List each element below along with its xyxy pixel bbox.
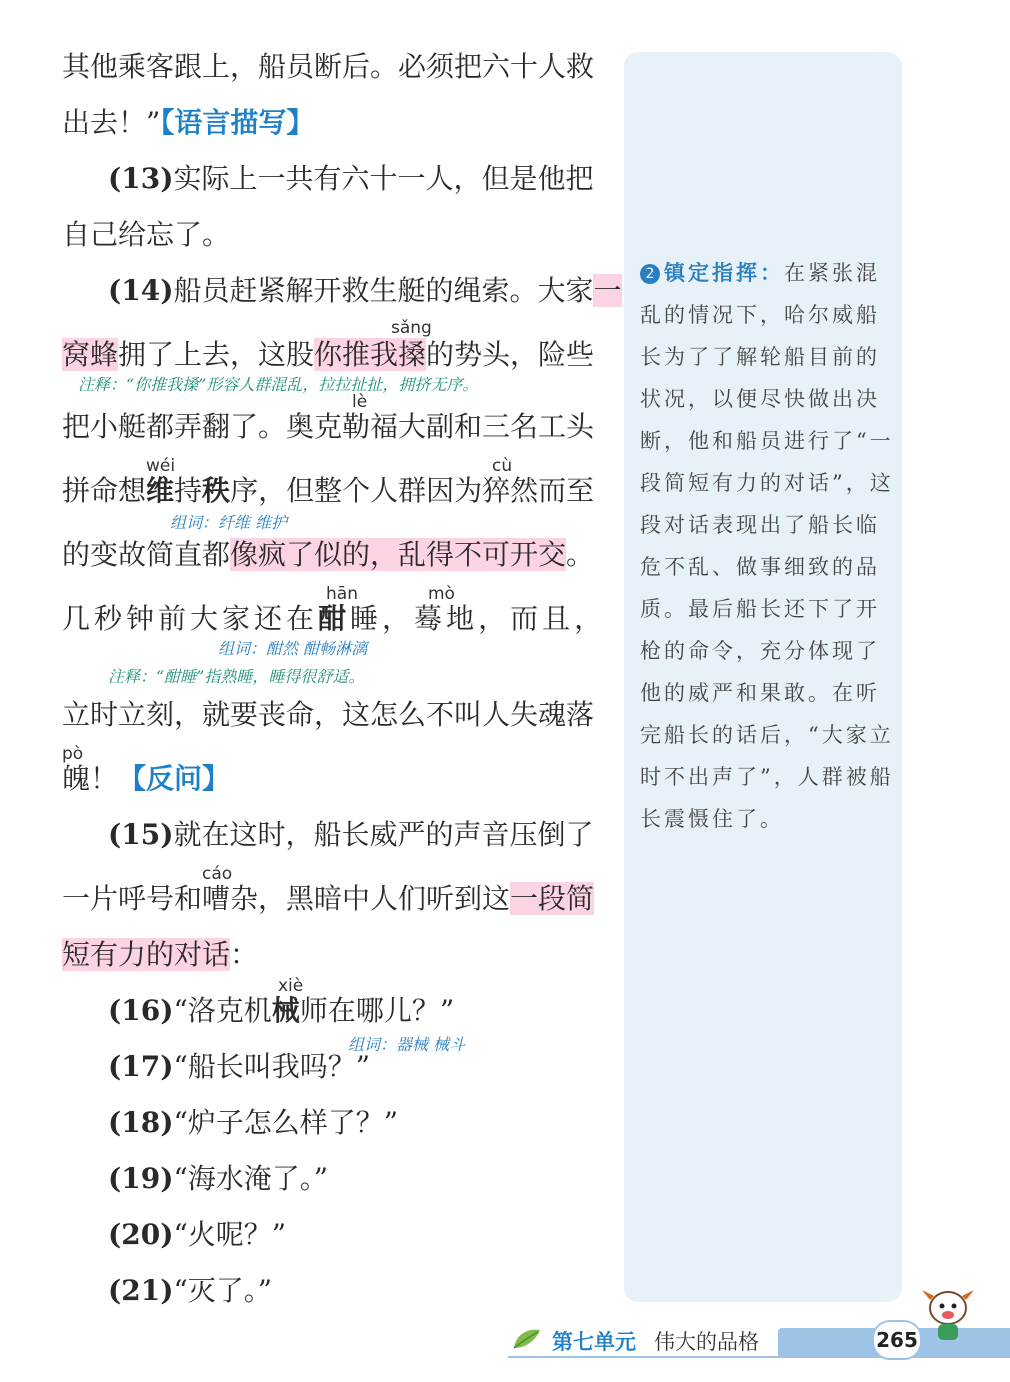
- text-line: 几秒钟前大家还在酣睡，蓦地，而且，: [62, 602, 607, 635]
- mascot-icon: [918, 1282, 978, 1344]
- pinyin-le: lè: [352, 392, 368, 412]
- text-line: 其他乘客跟上，船员断后。必须把六十人救: [62, 50, 595, 83]
- pinyin-cu: cù: [492, 456, 513, 476]
- dialogue-line-21: (21)“灭了。”: [108, 1274, 273, 1307]
- pinyin-po: pò: [62, 744, 84, 764]
- sidebar-annotation: [640, 252, 896, 840]
- text-line: 的变故简直都像疯了似的，乱得不可开交。: [62, 538, 595, 571]
- word-formation-note: 组词：酣然 酣畅淋漓: [218, 639, 368, 658]
- annotation-tag-language: 【语言描写】: [160, 106, 315, 139]
- annotation-title: 镇定指挥：: [664, 260, 784, 285]
- pinyin-mo: mò: [428, 584, 455, 604]
- annotation-note: 注释：“酣睡”指熟睡，睡得很舒适。: [108, 667, 365, 686]
- unit-title: 伟大的品格: [654, 1330, 759, 1354]
- highlight-phrase: 你推我搡: [314, 338, 427, 371]
- text-line: 短有力的对话：: [62, 938, 259, 971]
- text-line: 一片呼号和嘈杂，黑暗中人们听到这一段简: [62, 882, 595, 915]
- annotation-number-badge: 2: [640, 264, 660, 284]
- word-formation-note: 组词：纤维 维护: [170, 513, 288, 532]
- text-line: 拼命想维持秩序，但整个人群因为猝然而至: [62, 474, 595, 507]
- highlight-phrase: 像疯了似的，乱得不可开交: [230, 538, 567, 571]
- text-line: 自己给忘了。: [62, 218, 231, 251]
- dialogue-line-20: (20)“火呢？”: [108, 1218, 287, 1251]
- dialogue-line-17: (17)“船长叫我吗？”: [108, 1050, 371, 1083]
- paragraph-14: (14)船员赶紧解开救生艇的绳索。大家一: [108, 274, 622, 307]
- footer-rule: [508, 1356, 1010, 1358]
- word-formation-note: 组词：器械 械斗: [348, 1035, 466, 1054]
- text-line: 魄！【反问】: [62, 762, 231, 795]
- paragraph-13: (13)实际上一共有六十一人，但是他把: [108, 162, 594, 195]
- annotation-note: 注释：“你推我搡”形容人群混乱，拉拉扯扯，拥挤无序。: [78, 375, 479, 394]
- annotation-body: 在紧张混乱的情况下，哈尔威船长为了了解轮船目前的状况，以便尽快做出决断，他和船员进行了“一段简短有力的对话”，这段对话表现出了船长临危不乱、做事细致的品质。最后船长还下了开枪的命令，充分体现了他的威严和果敢。在听完船长的话后，“大家立时不出声了”，人群被船长震慑住了。: [640, 261, 894, 831]
- pinyin-han: hān: [326, 584, 358, 604]
- dialogue-line-19: (19)“海水淹了。”: [108, 1162, 329, 1195]
- leaf-icon: [510, 1324, 546, 1352]
- dialogue-line-16: (16)“洛克机械师在哪儿？”: [108, 994, 455, 1027]
- text-line: 把小艇都弄翻了。奥克勒福大副和三名工头: [62, 410, 595, 443]
- page-number: 265: [872, 1320, 922, 1360]
- dialogue-line-18: (18)“炉子怎么样了？”: [108, 1106, 399, 1139]
- pinyin-xie: xiè: [278, 976, 304, 996]
- pinyin-cao: cáo: [202, 864, 233, 884]
- text-line: 出去！”【语言描写】: [62, 106, 315, 139]
- text-line: 窝蜂拥了上去，这股你推我搡的势头，险些: [62, 338, 595, 371]
- paragraph-15: (15)就在这时，船长威严的声音压倒了: [108, 818, 594, 851]
- text-line: 立时立刻，就要丧命，这怎么不叫人失魂落: [62, 698, 595, 731]
- highlight-phrase: 短有力的对话: [62, 938, 231, 971]
- pinyin-wei: wéi: [146, 456, 176, 476]
- unit-label: 第七单元: [552, 1330, 636, 1354]
- annotation-tag-rhetorical: 【反问】: [118, 762, 231, 795]
- pinyin-sang: sǎng: [391, 318, 432, 338]
